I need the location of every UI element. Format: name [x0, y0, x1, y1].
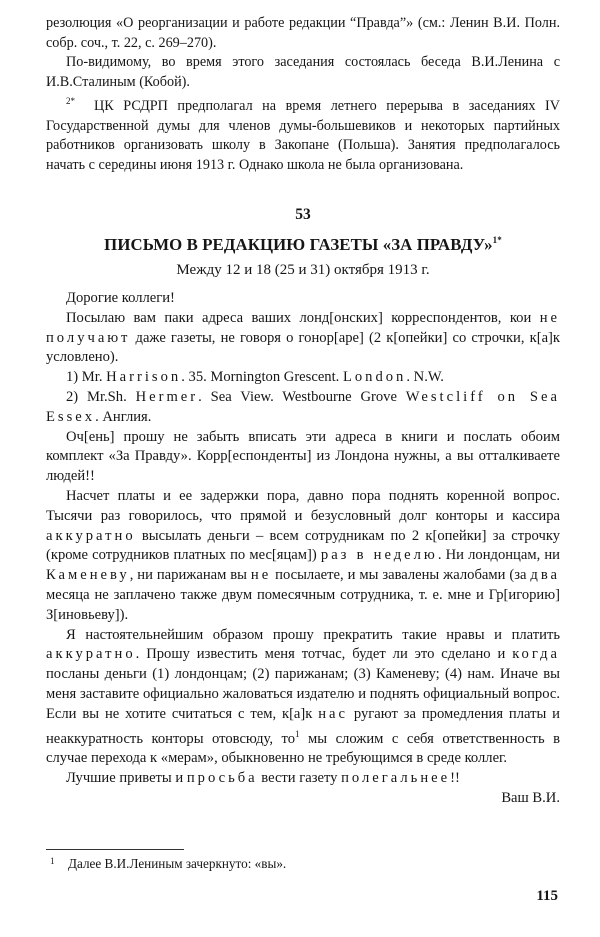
emphasis-run: просьба	[186, 770, 258, 787]
emphasis-run: Hermer	[135, 388, 199, 405]
note-2	[46, 92, 560, 175]
emphasis-run: нас	[318, 705, 349, 722]
footnote	[46, 855, 560, 873]
greeting: Дорогие коллеги!	[66, 290, 175, 306]
note-2-text: ЦК РСДРП предполагал на время летнего перерыва в заседаниях IV Государственной думы для членов думы-большевиков и некоторых партийных работников организовать школу в Закопане (Польша). Занятия предполагалось начать с середины июня 1913 г. Однако школа не была организована.	[46, 98, 561, 173]
emphasis-run: не получают	[46, 309, 560, 346]
paragraph-3	[46, 487, 560, 626]
text-run: мы сложим с себя ответственность в случае перехода к «мерам», обыкновенно не требующимся в среде коллег.	[46, 730, 561, 767]
emphasis-run: Каменеву	[46, 567, 130, 584]
text-run: . 35. Mornington Grescent.	[181, 369, 343, 386]
note-paragraph: По-видимому, во время этого заседания состоялась беседа В.И.Ленина с И.В.Сталиным (Кобой).	[46, 54, 560, 90]
text-run: 1) Mr.	[66, 369, 107, 386]
text-run: !!	[450, 770, 460, 787]
text-run: Посылаю вам паки адреса ваших лонд[онских] корреспондентов, кои	[66, 309, 540, 326]
note-2-mark: 2*	[66, 96, 75, 106]
paragraph-5	[46, 769, 560, 789]
text-run: . Sea View. Westbourne Grove	[198, 388, 406, 405]
emphasis-run: аккуратно	[46, 527, 136, 544]
paragraph-2: Оч[ень] прошу не забыть вписать эти адреса в книги и послать обоим комплект «За Правду». Корр[еспонденты] из Лондона нужны, а вы отталкиваете людей!!	[46, 428, 560, 485]
text-run: ругают за промедления платы и неаккуратность конторы отовсюду, то	[46, 705, 560, 747]
footnote-divider	[46, 849, 184, 850]
emphasis-run: полегальнее	[341, 770, 451, 787]
emphasis-run: не	[250, 567, 272, 584]
text-run: 2) Mr.Sh.	[66, 388, 136, 405]
text-run: Лучшие приветы и	[66, 770, 187, 787]
document-number: 53	[295, 206, 311, 223]
page-content	[46, 14, 560, 873]
text-run: . N.W.	[406, 369, 444, 386]
text-run: . Ни лондонцам, ни	[437, 547, 560, 564]
paragraph-1	[46, 309, 560, 368]
emphasis-run: раз в неделю	[320, 547, 438, 564]
document-title	[46, 235, 560, 255]
emphasis-run: аккуратно	[46, 646, 136, 663]
text-run: . Англия.	[95, 408, 152, 425]
text-run: посланы деньги (1) лондонцам; (2) парижанам; (3) Каменеву; (4) нам. Иначе вы меня заставите официально жаловаться издателю и поднять официальный вопрос. Если вы не хотите считаться с тем, к[а]к	[46, 666, 560, 722]
lead-notes	[46, 14, 560, 175]
address-1	[46, 368, 560, 388]
page-number: 115	[536, 888, 558, 904]
document-date: Между 12 и 18 (25 и 31) октября 1913 г.	[176, 262, 430, 278]
note-continuation: резолюция «О реорганизации и работе редакции “Правда”» (см.: Ленин В.И. Полн. собр. соч., т. 22, с. 269–270).	[46, 15, 560, 51]
paragraph-4	[46, 626, 560, 770]
emphasis-run: когда	[512, 646, 560, 663]
footnote-mark: 1	[50, 855, 55, 866]
text-run: . Прошу известить меня тотчас, будет ли это сделано и	[135, 646, 513, 663]
address-2	[46, 388, 560, 428]
emphasis-run: London	[342, 369, 407, 386]
text-run: Насчет платы и ее задержки пора, давно пора поднять коренной вопрос. Тысячи раз говорилось, что прямой и безусловный долг конторы и кассира	[46, 487, 560, 524]
text-run: даже газеты, не говоря о гонор[аре] (2 к[опейки] со строчки, к[а]к условлено).	[46, 329, 560, 366]
signature: Ваш В.И.	[501, 789, 560, 806]
title-footnote-mark: 1*	[492, 235, 502, 245]
text-run: , ни парижанам вы	[129, 567, 251, 584]
text-run: вести газету	[257, 770, 342, 787]
footnote-text: Далее В.И.Лениным зачеркнуто: «вы».	[68, 855, 287, 871]
emphasis-run: два	[530, 567, 560, 584]
text-run: высылать деньги – всем сотрудникам по 2 к[опейки] за строчку (кроме сотрудников платных по мес[яцам])	[46, 527, 560, 564]
text-run: Я настоятельнейшим образом прошу прекратить такие нравы и платить	[66, 626, 560, 643]
footnote-ref-mark: 1	[295, 728, 300, 739]
letter-body	[46, 289, 560, 809]
text-run: месяца не заплачено также двум помесячным сотрудника, т. е. мне и Гр[игорию] З[иновьеву]).	[46, 586, 560, 623]
text-run: посылаете, и мы завалены жалобами (за	[271, 567, 531, 584]
emphasis-run: Harrison	[106, 369, 182, 386]
emphasis-run: Westcliff on Sea Essex	[46, 388, 560, 425]
document-title-text: ПИСЬМО В РЕДАКЦИЮ ГАЗЕТЫ «ЗА ПРАВДУ»	[104, 235, 493, 254]
